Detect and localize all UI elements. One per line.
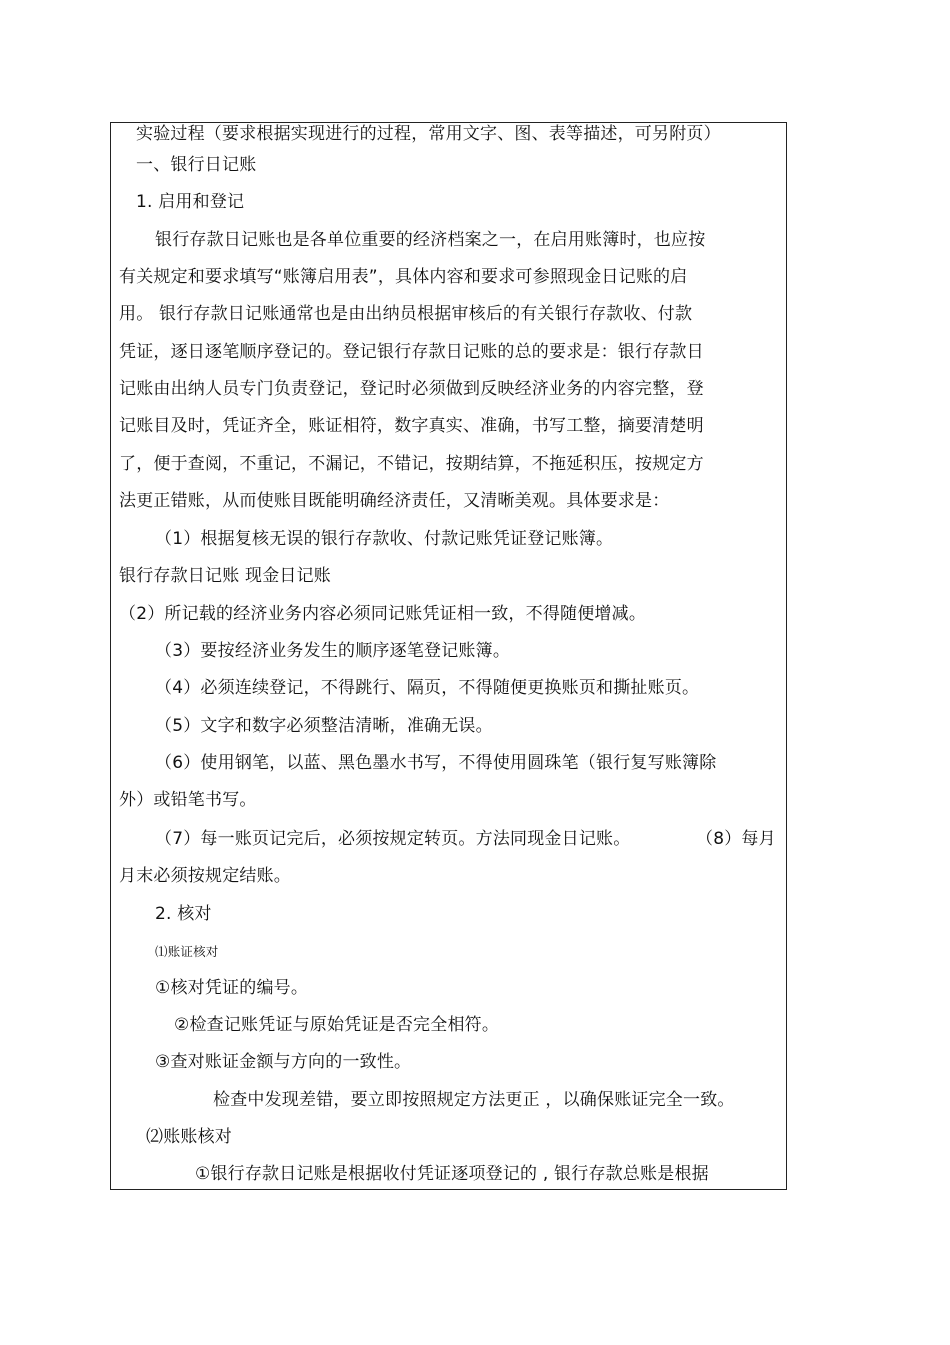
- check-ledger-title: ⑵账账核对: [146, 1127, 232, 1147]
- experiment-process-header: 实验过程（要求根据实现进行的过程，常用文字、图、表等描述，可另附页）: [136, 124, 721, 144]
- check-ledger-item-1: ①银行存款日记账是根据收付凭证逐项登记的 , 银行存款总账是根据: [195, 1164, 709, 1184]
- check-voucher-item-1: ①核对凭证的编号。: [155, 978, 309, 998]
- requirement-7: （7）每一账页记完后，必须按规定转页。方法同现金日记账。: [155, 829, 631, 849]
- check-voucher-item-2: ②检查记账凭证与原始凭证是否完全相符。: [174, 1015, 500, 1035]
- paragraph-line-8: 法更正错账，从而使账目既能明确经济责任，又清晰美观。具体要求是：: [119, 491, 670, 511]
- requirement-4: （4）必须连续登记，不得跳行、隔页，不得随便更换账页和撕扯账页。: [155, 678, 700, 698]
- check-voucher-note: 检查中发现差错，要立即按照规定方法更正 ，以确保账证完全一致。: [213, 1090, 735, 1110]
- requirement-1: （1）根据复核无误的银行存款收、付款记账凭证登记账簿。: [155, 529, 614, 549]
- subsection-title-2: 2. 核对: [155, 904, 212, 924]
- paragraph-line-2: 有关规定和要求填写“账簿启用表”，具体内容和要求可参照现金日记账的启: [119, 267, 688, 287]
- paragraph-line-3: 用。 银行存款日记账通常也是由出纳员根据审核后的有关银行存款收、付款: [119, 304, 693, 324]
- check-voucher-title: ⑴账证核对: [155, 944, 219, 959]
- books-line: 银行存款日记账 现金日记账: [119, 566, 332, 586]
- paragraph-line-1: 银行存款日记账也是各单位重要的经济档案之一，在启用账簿时，也应按: [155, 230, 706, 250]
- requirement-2: （2）所记载的经济业务内容必须同记账凭证相一致，不得随便增减。: [119, 604, 647, 624]
- paragraph-line-5: 记账由出纳人员专门负责登记，登记时必须做到反映经济业务的内容完整，登: [119, 379, 704, 399]
- requirement-6-line-1: （6）使用钢笔，以蓝、黑色墨水书写，不得使用圆珠笔（银行复写账簿除: [155, 753, 717, 773]
- requirement-6-line-2: 外）或铅笔书写。: [119, 790, 257, 810]
- requirement-3: （3）要按经济业务发生的顺序逐笔登记账簿。: [155, 641, 511, 661]
- check-voucher-item-3: ③查对账证金额与方向的一致性。: [155, 1052, 412, 1072]
- requirement-5: （5）文字和数字必须整洁清晰，准确无误。: [155, 716, 493, 736]
- paragraph-line-4: 凭证，逐日逐笔顺序登记的。登记银行存款日记账的总的要求是：银行存款日: [119, 342, 704, 362]
- paragraph-line-7: 了，便于查阅，不重记，不漏记，不错记，按期结算，不拖延积压，按规定方: [119, 454, 704, 474]
- requirement-8-end: 月末必须按规定结账。: [119, 866, 291, 886]
- subsection-title-1: 1. 启用和登记: [136, 192, 245, 212]
- paragraph-line-6: 记账目及时，凭证齐全，账证相符，数字真实、准确，书写工整，摘要清楚明: [119, 416, 704, 436]
- requirement-8-start: （8）每月: [696, 829, 776, 849]
- section-title: 一、银行日记账: [136, 155, 257, 175]
